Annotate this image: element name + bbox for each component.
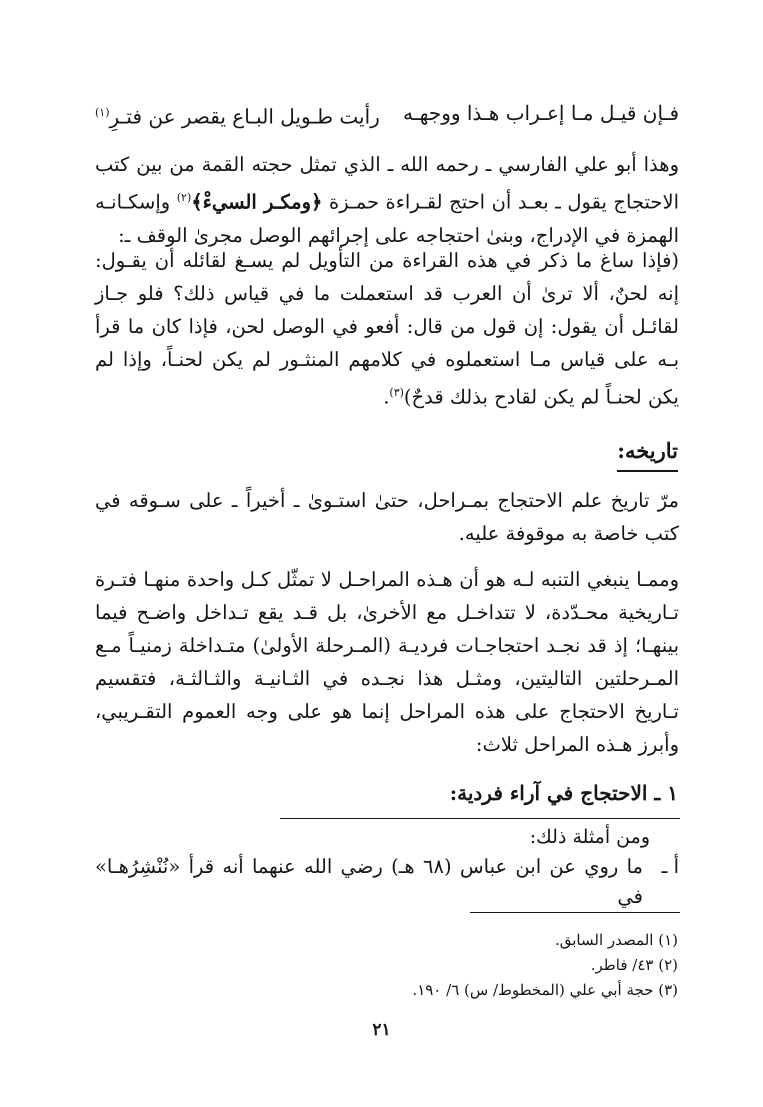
footnote-ref-1[interactable]: (١) — [95, 106, 110, 119]
paragraph-abu-ali: وهذا أبو علي الفارسي ـ رحمه الله ـ الذي تمثل حجته القمة من بين كتب الاحتجاج يقول ـ بعـد أن احتج لقـراءة حمـزة ﴿ومكـر السيءْ﴾$^{(٢)}$ وإسكـانـه الهمزة في الإدراج، وبنىٰ احتجاجه على إجرائهم الوصل مجرىٰ الوقف ـ: — [95, 153, 680, 247]
heading-rule — [280, 818, 680, 819]
poetry-verse — [95, 98, 679, 132]
list-item-marker: أ ـ — [661, 855, 679, 878]
page-number: ٢١ — [372, 1020, 391, 1040]
paragraph-quotation: (فإذا ساغ ما ذكر في هذه القراءة من التأويل لم يسـغ لقائله أن يقـول: إنه لحنٌ، ألا ترىٰ أن العرب قد استعملت ما في قياس ذلك؟ فلو جـاز لقائـل أن يقول: إن قول من قال: أفعو في الوصل لحن، فإذا كان ما قرأ بـه على قياس مـا استعملوه في كلامهم المنثـور لم يكن لحنـاً، وإذا لم يكن لحنـاً لم يكن لقادح بذلك قدحٌ)$^{(٣)}$. — [95, 249, 679, 409]
footnote-ref-3[interactable]: (٣) — [389, 386, 404, 399]
list-item-text: ما روي عن ابن عباس (٦٨ هـ) رضي الله عنهما أنه قرأ «نُنْشِرُهـا» في — [95, 855, 643, 908]
paragraph-history-intro: مرّ تاريخ علم الاحتجاج بمـراحل، حتىٰ استـوىٰ ـ أخيراً ـ على سـوقه في كتب خاصة به موقوفة عليه. — [95, 489, 679, 545]
examples-label: ومن أمثلة ذلك: — [529, 826, 650, 848]
footnote-ref-2[interactable]: (٢) — [176, 191, 192, 204]
paragraph-stages: وممـا ينبغي التنبه لـه هو أن هـذه المراحـل لا تمثّل كـل واحدة منهـا فتـرة تـاريخية محـدّدة، لا تتداخـل مع الأخرىٰ، بل قـد يقع تـداخل واضـح فيما بينهـا؛ إذ قد نجـد احتجاجـات فرديـة (المـرحلة الأولىٰ) متـداخلة زمنيـاً مـع المـرحلتين التاليتين، ومثـل هذا نجـده في الثـانيـة والثـالثـة، فتقسيم تـاريخ الاحتجاج على هذه المراحل إنما هو على وجه العموم التقـريبي، وأبرز هـذه المراحل ثلاث: — [95, 568, 679, 756]
footnote-3: (٣) حجة أبي علي (المخطوط/ س) ٦/ ١٩٠. — [412, 981, 678, 999]
section-heading-history: تاريخه: — [617, 436, 678, 472]
verse-hemistich-1: فـإن قيـل مـا إعـراب هـذا ووجهـه — [403, 101, 679, 125]
footnotes — [278, 928, 678, 1003]
list-item-a — [95, 852, 679, 912]
footnote-2: (٢) ٤٣/ فاطر. — [590, 956, 678, 974]
quran-quote: ﴿ومكـر السيءْ﴾ — [191, 190, 323, 214]
footnote-separator — [470, 912, 680, 913]
sub-heading-stage-1: ١ ـ الاحتجاج في آراء فردية: — [449, 781, 678, 805]
verse-hemistich-2: رأيت طـويل البـاع يقصر عن فتـرِ$^{(١)}$ — [95, 104, 380, 129]
footnote-1: (١) المصدر السابق. — [554, 931, 678, 949]
